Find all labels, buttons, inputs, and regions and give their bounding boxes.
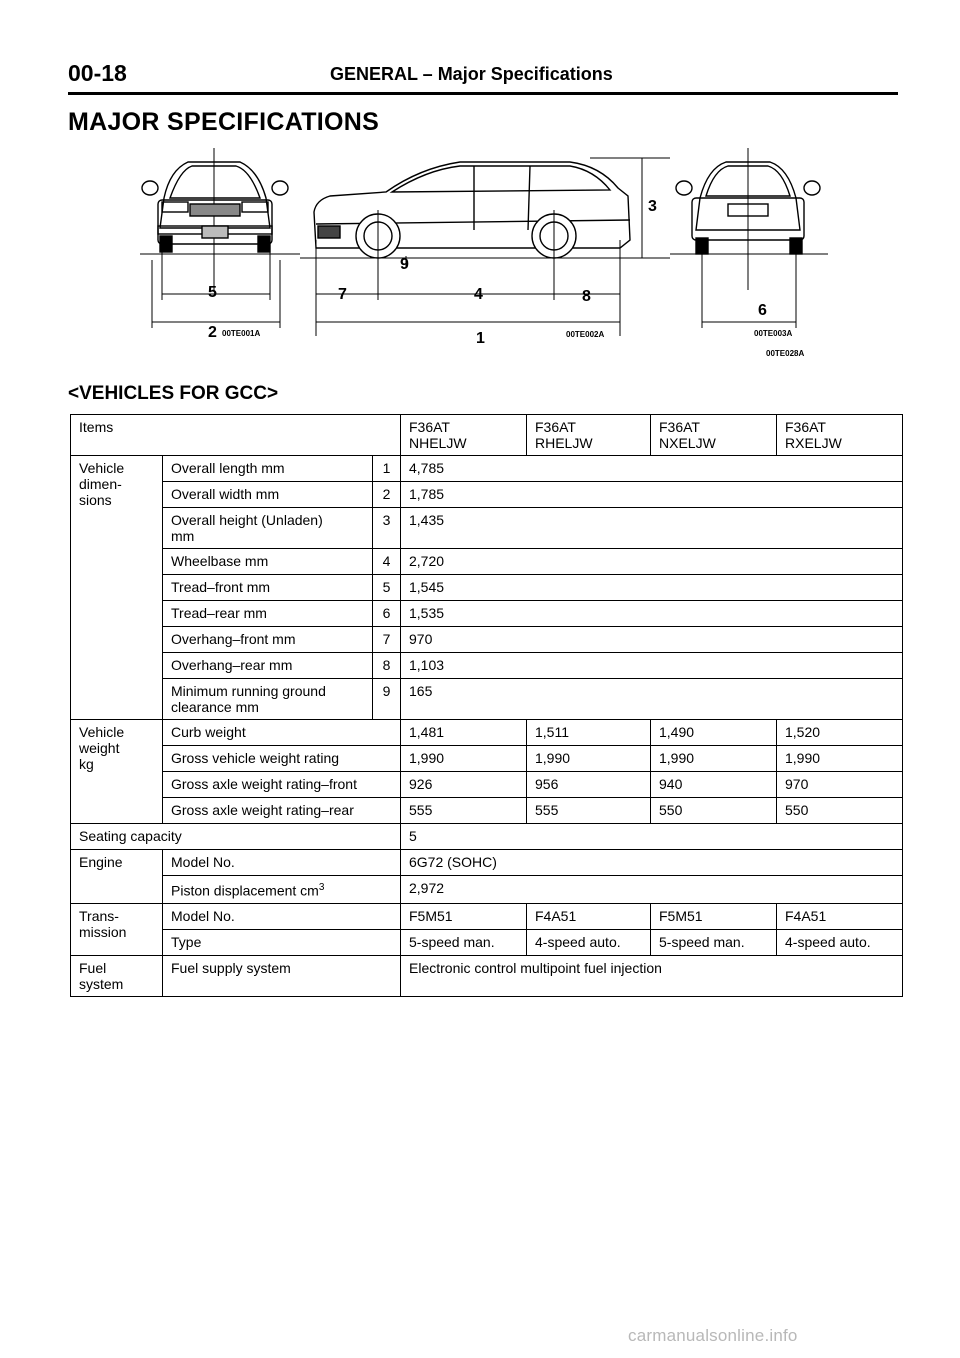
row-value: 550 [777, 798, 903, 824]
row-value: 5-speed man. [401, 929, 527, 955]
row-label: Seating capacity [71, 824, 401, 850]
row-value: 555 [401, 798, 527, 824]
row-value: 1,990 [527, 746, 651, 772]
dimension-number: 4 [373, 549, 401, 575]
row-value: 1,785 [401, 482, 903, 508]
dimension-label-2: 2 [208, 324, 217, 341]
row-label: Gross vehicle weight rating [163, 746, 401, 772]
row-value: 1,990 [401, 746, 527, 772]
row-label: Gross axle weight rating–rear [163, 798, 401, 824]
table-row [71, 653, 903, 679]
dimension-label-5: 5 [208, 284, 217, 301]
dimension-label-9: 9 [400, 256, 409, 273]
row-value: 4-speed auto. [527, 929, 651, 955]
row-label: Minimum running ground clearance mm [163, 679, 373, 720]
group-transmission: Trans- mission [71, 903, 163, 955]
dimension-label-4: 4 [474, 286, 483, 303]
row-value: 550 [651, 798, 777, 824]
group-fuel-system: Fuel system [71, 955, 163, 996]
dimension-number: 5 [373, 575, 401, 601]
row-value: 6G72 (SOHC) [401, 850, 903, 876]
figure-code-overall: 00TE028A [766, 349, 805, 358]
row-label: Fuel supply system [163, 955, 401, 996]
row-value: F5M51 [401, 903, 527, 929]
table-row [71, 720, 903, 746]
table-row [71, 955, 903, 996]
page-number: 00-18 [68, 60, 127, 86]
model-header: F36AT NHELJW [401, 415, 527, 456]
vehicle-dimension-diagram [130, 140, 830, 372]
row-label: Tread–front mm [163, 575, 373, 601]
dimension-number: 1 [373, 456, 401, 482]
row-label: Model No. [163, 903, 401, 929]
figure-code-side: 00TE002A [566, 330, 605, 339]
rear-view-drawing [670, 148, 828, 328]
row-label: Model No. [163, 850, 401, 876]
dimension-label-3: 3 [648, 198, 657, 215]
row-value: 1,103 [401, 653, 903, 679]
row-value: 165 [401, 679, 903, 720]
spec-table [70, 414, 903, 997]
row-label: Overall height (Unladen) mm [163, 508, 373, 549]
figure-code-rear: 00TE003A [754, 329, 793, 338]
row-label: Type [163, 929, 401, 955]
table-row [71, 679, 903, 720]
row-value: 1,511 [527, 720, 651, 746]
dimension-label-7: 7 [338, 286, 347, 303]
dimension-number: 7 [373, 627, 401, 653]
dimension-number: 3 [373, 508, 401, 549]
row-value: 1,535 [401, 601, 903, 627]
table-row [71, 850, 903, 876]
row-value: 4,785 [401, 456, 903, 482]
table-row [71, 575, 903, 601]
row-value: F5M51 [651, 903, 777, 929]
row-value: 1,545 [401, 575, 903, 601]
dimension-number: 9 [373, 679, 401, 720]
row-label: Overall length mm [163, 456, 373, 482]
row-value: F4A51 [777, 903, 903, 929]
row-value: 940 [651, 772, 777, 798]
page-header [68, 58, 898, 95]
table-row [71, 929, 903, 955]
items-header: Items [71, 415, 401, 456]
table-row [71, 549, 903, 575]
dimension-label-1: 1 [476, 330, 485, 347]
dimension-label-6: 6 [758, 302, 767, 319]
row-label: Overall width mm [163, 482, 373, 508]
row-value: 1,990 [651, 746, 777, 772]
dimension-label-8: 8 [582, 288, 591, 305]
table-row [71, 508, 903, 549]
row-label: Overhang–rear mm [163, 653, 373, 679]
figure-code-front: 00TE001A [222, 329, 261, 338]
row-value: 1,481 [401, 720, 527, 746]
table-row [71, 903, 903, 929]
table-row [71, 456, 903, 482]
table-row [71, 482, 903, 508]
model-header: F36AT RXELJW [777, 415, 903, 456]
row-value: 5-speed man. [651, 929, 777, 955]
dimension-number: 2 [373, 482, 401, 508]
row-value: 970 [777, 772, 903, 798]
dimension-number: 8 [373, 653, 401, 679]
table-row [71, 876, 903, 904]
row-value: Electronic control multipoint fuel injection [401, 955, 903, 996]
row-value: 1,490 [651, 720, 777, 746]
group-vehicle-dimensions: Vehicle dimen- sions [71, 456, 163, 720]
row-value: 970 [401, 627, 903, 653]
row-value: 926 [401, 772, 527, 798]
section-title: MAJOR SPECIFICATIONS [68, 108, 380, 136]
row-value: 2,720 [401, 549, 903, 575]
row-label: Gross axle weight rating–front [163, 772, 401, 798]
group-vehicle-weight: Vehicle weight kg [71, 720, 163, 824]
row-label: Tread–rear mm [163, 601, 373, 627]
row-label: Overhang–front mm [163, 627, 373, 653]
header-title: GENERAL – Major Specifications [330, 64, 613, 84]
table-row [71, 627, 903, 653]
row-label: Wheelbase mm [163, 549, 373, 575]
front-view-drawing [140, 148, 300, 328]
row-value: 555 [527, 798, 651, 824]
side-view-drawing [300, 158, 670, 336]
row-value: 1,990 [777, 746, 903, 772]
table-header-row [71, 415, 903, 456]
table-row [71, 601, 903, 627]
subsection-title: <VEHICLES FOR GCC> [68, 383, 279, 404]
row-label: Curb weight [163, 720, 401, 746]
row-value: 956 [527, 772, 651, 798]
model-header: F36AT RHELJW [527, 415, 651, 456]
model-header: F36AT NXELJW [651, 415, 777, 456]
row-value: 5 [401, 824, 903, 850]
row-value: 4-speed auto. [777, 929, 903, 955]
row-value: F4A51 [527, 903, 651, 929]
table-row [71, 746, 903, 772]
row-value: 2,972 [401, 876, 903, 904]
footer-watermark: carmanualsonline.info [628, 1326, 798, 1345]
row-label: Piston displacement $cm^3$ [163, 876, 401, 904]
row-value: 1,435 [401, 508, 903, 549]
table-row [71, 824, 903, 850]
table-row [71, 798, 903, 824]
group-engine: Engine [71, 850, 163, 904]
table-row [71, 772, 903, 798]
dimension-number: 6 [373, 601, 401, 627]
row-value: 1,520 [777, 720, 903, 746]
